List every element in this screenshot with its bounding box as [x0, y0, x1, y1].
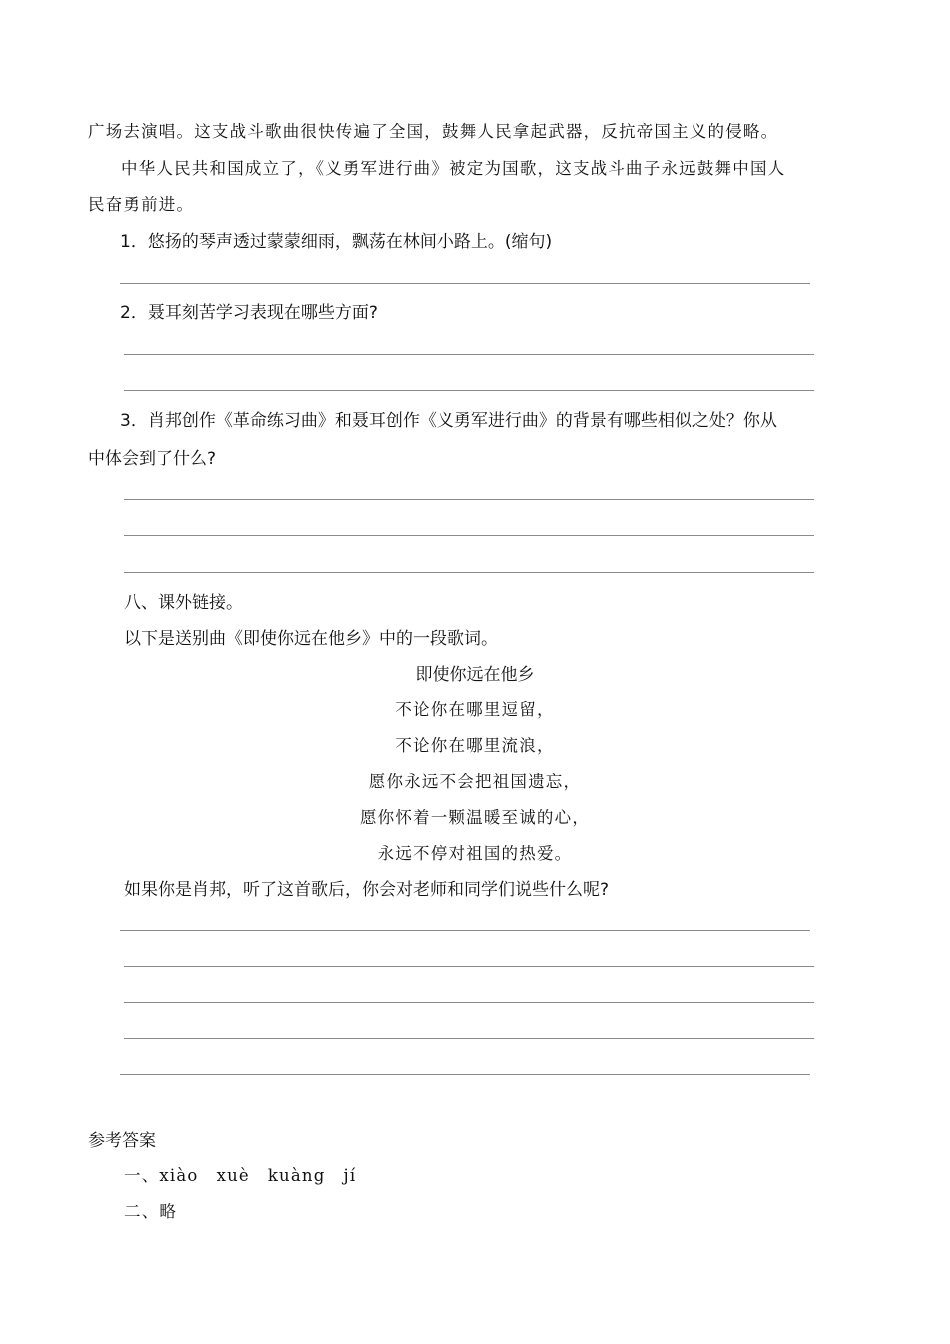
song-title: 即使你远在他乡 [415, 665, 535, 685]
lyric-line-2: 不论你在哪里流浪， [395, 736, 555, 755]
answer-line-s8-4[interactable] [124, 1038, 814, 1039]
answer-1 [124, 1162, 356, 1186]
answer-line-q2-1[interactable] [124, 354, 814, 355]
answer-1-label: 一、 [124, 1166, 160, 1185]
passage-line-3: 民奋勇前进。 [88, 195, 195, 214]
passage-line-1: 广场去演唱。这支战斗歌曲很快传遍了全国，鼓舞人民拿起武器，反抗帝国主义的侵略。 [88, 122, 779, 141]
passage-line-2: 中华人民共和国成立了，《义勇军进行曲》被定为国歌，这支战斗曲子永远鼓舞中国人 [121, 159, 786, 178]
pinyin-1: xiào [159, 1166, 199, 1185]
question-1: 1．悠扬的琴声透过蒙蒙细雨，飘荡在林间小路上。(缩句) [120, 232, 553, 252]
answer-line-s8-5[interactable] [120, 1074, 810, 1075]
section-8-heading: 八、课外链接。 [124, 593, 243, 613]
answers-heading: 参考答案 [88, 1131, 156, 1151]
section-8-question: 如果你是肖邦，听了这首歌后，你会对老师和同学们说些什么呢? [124, 880, 610, 900]
question-2: 2．聂耳刻苦学习表现在哪些方面? [120, 303, 378, 323]
question-3-line-1: 3．肖邦创作《革命练习曲》和聂耳创作《义勇军进行曲》的背景有哪些相似之处？你从 [120, 411, 777, 431]
question-3-line-2: 中体会到了什么? [88, 449, 217, 469]
answer-line-q3-1[interactable] [124, 499, 814, 500]
answer-line-s8-2[interactable] [124, 966, 814, 967]
lyric-line-4: 愿你怀着一颗温暖至诚的心， [359, 808, 591, 827]
answer-2: 二、略 [124, 1202, 178, 1221]
answer-line-q2-2[interactable] [124, 390, 814, 391]
answer-line-s8-3[interactable] [124, 1002, 814, 1003]
answer-line-q1[interactable] [120, 283, 810, 284]
answer-line-q3-3[interactable] [124, 572, 814, 573]
pinyin-3: kuàng [267, 1166, 326, 1185]
pinyin-2: xuè [216, 1166, 250, 1185]
section-8-intro: 以下是送别曲《即使你远在他乡》中的一段歌词。 [124, 629, 498, 649]
answer-line-q3-2[interactable] [124, 535, 814, 536]
lyric-line-5: 永远不停对祖国的热爱。 [377, 844, 573, 863]
answer-line-s8-1[interactable] [120, 930, 810, 931]
pinyin-4: jí [343, 1166, 357, 1185]
lyric-line-3: 愿你永远不会把祖国遗忘， [368, 772, 582, 791]
lyric-line-1: 不论你在哪里逗留， [395, 700, 555, 719]
